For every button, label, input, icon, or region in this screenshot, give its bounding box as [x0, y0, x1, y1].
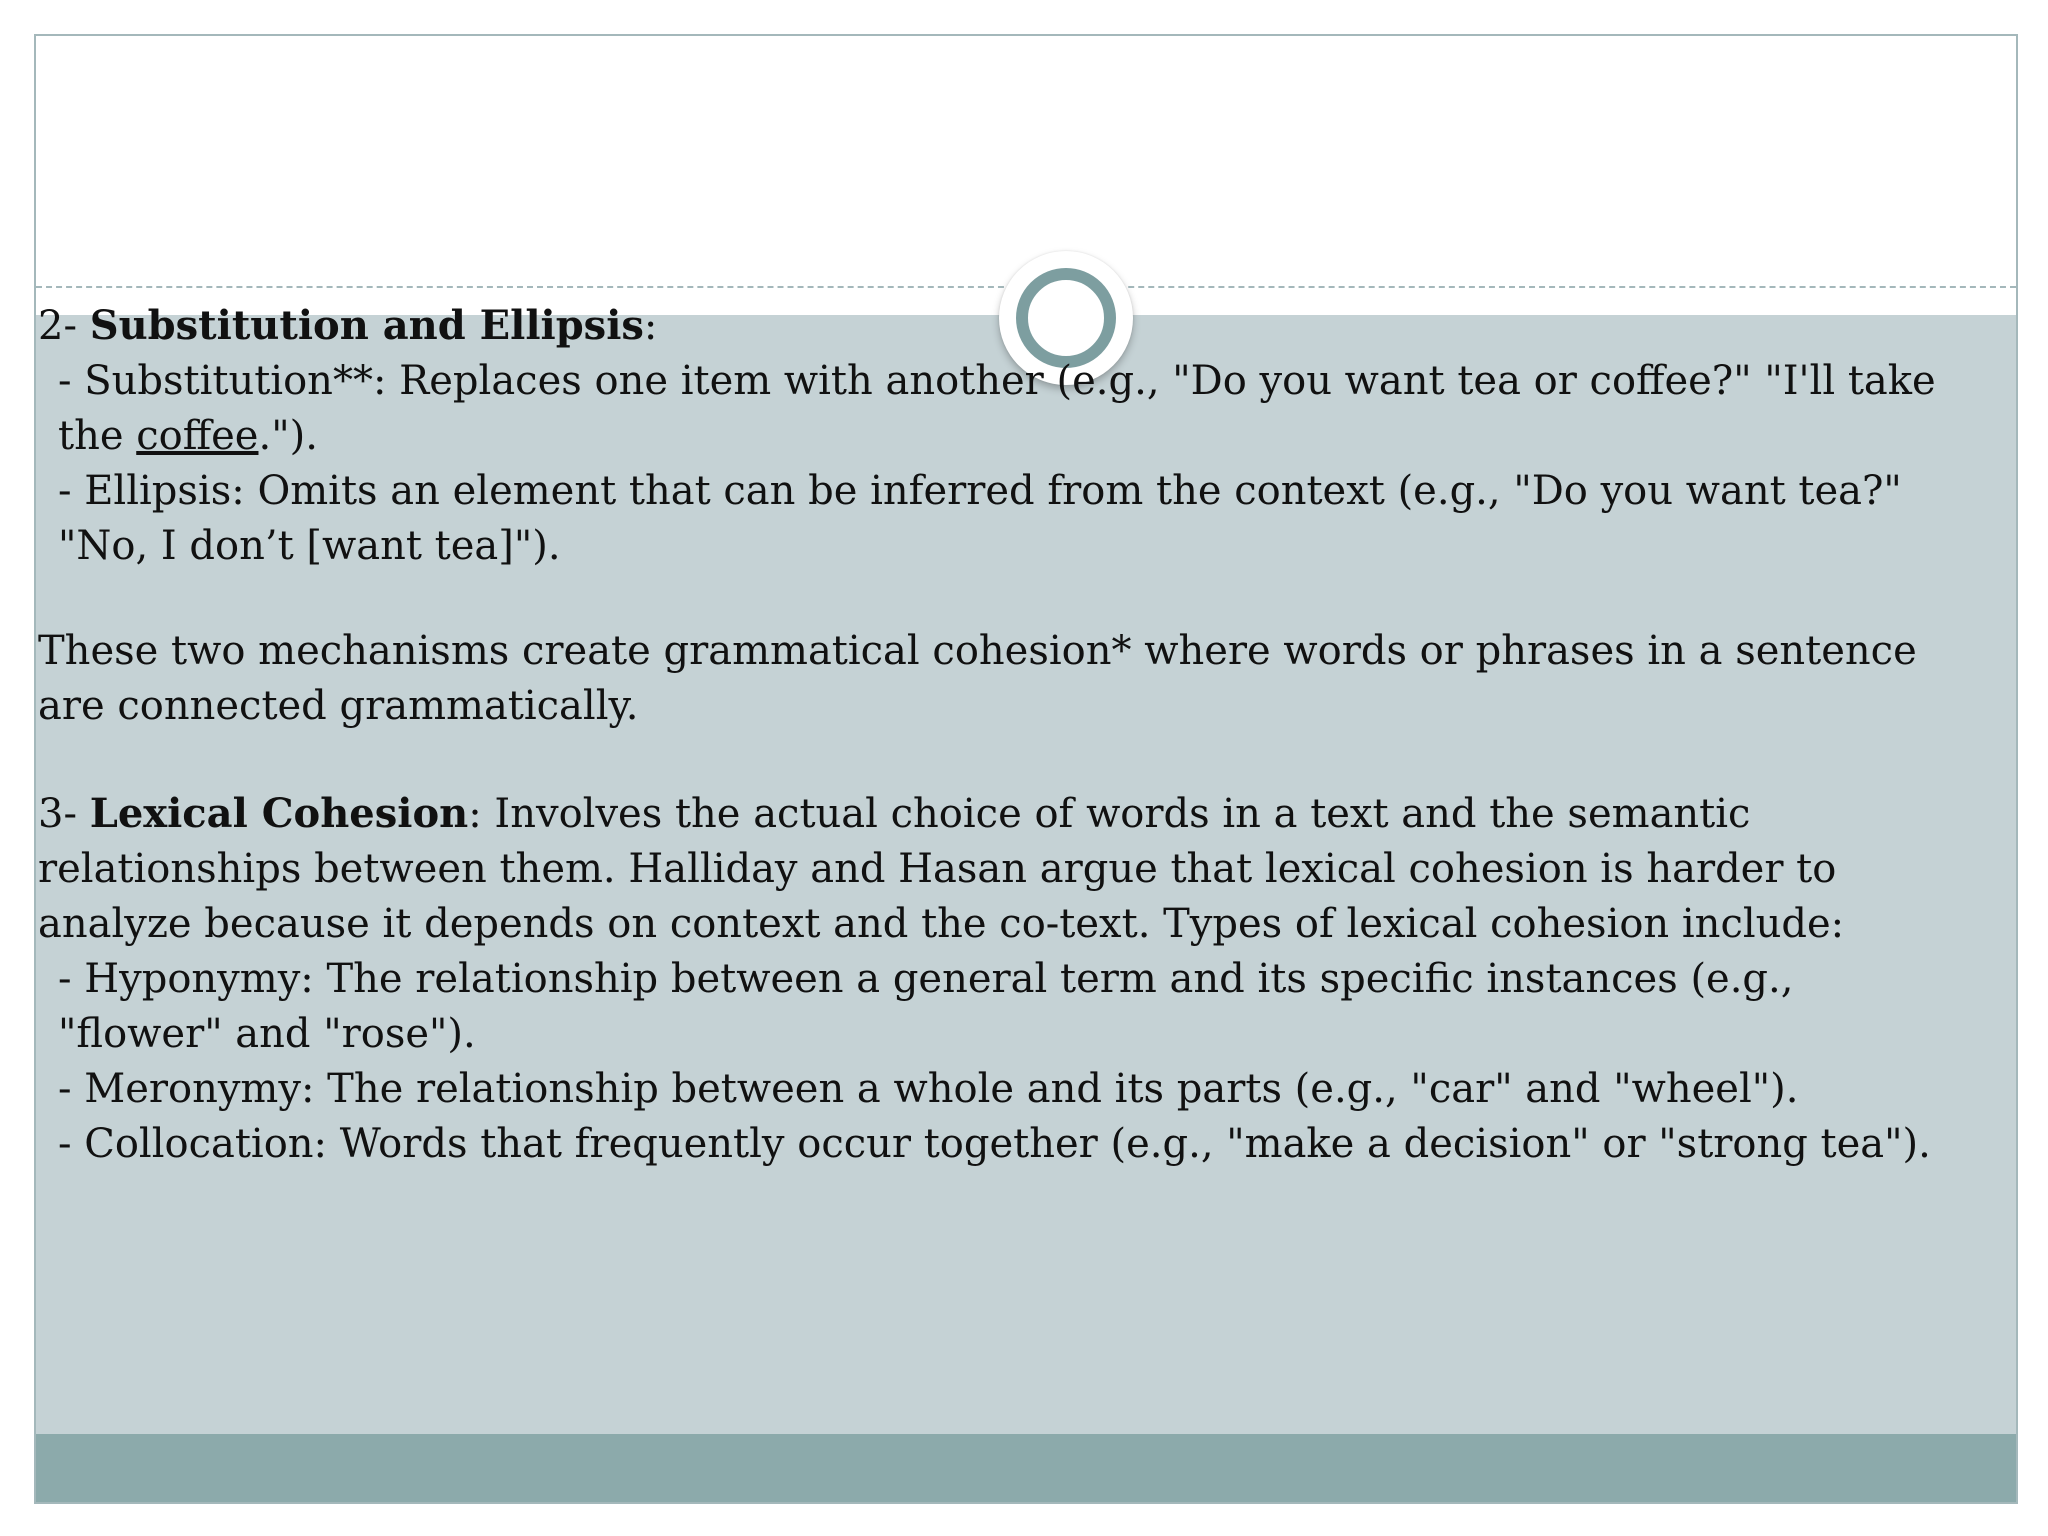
section3-title: Lexical Cohesion: [89, 790, 469, 837]
lexical-item-meronymy: - Meronymy: The relationship between a whole and its parts (e.g., "car" and "wheel").: [58, 1066, 1799, 1112]
slide-body: [38, 298, 1938, 1172]
spacer: [38, 734, 1938, 786]
section2-title: Substitution and Ellipsis: [89, 302, 644, 349]
section3-paragraph: [38, 786, 1938, 952]
summary-paragraph: These two mechanisms create grammatical cohesion* where words or phrases in a sentence are connected grammatically.: [38, 628, 1917, 729]
substitution-suffix: .").: [258, 413, 318, 459]
section2-colon: :: [643, 303, 658, 349]
footer-band: [36, 1434, 2016, 1504]
section2-number: 2-: [38, 303, 90, 349]
section2-heading: [38, 298, 1938, 354]
ellipsis-item: - Ellipsis: Omits an element that can be inferred from the context (e.g., "Do you want tea?" "No, I don’t [want tea]").: [58, 468, 1902, 569]
substitution-underlined-word: coffee: [136, 413, 259, 459]
section3-number: 3-: [38, 791, 90, 837]
substitution-item: [38, 354, 1938, 464]
substitution-text: - Substitution**: Replaces one item with another (e.g., "Do you want tea or coffee?" "I'll take the: [58, 358, 1936, 459]
lexical-item-hyponymy: - Hyponymy: The relationship between a general term and its specific instances (e.g., "flower" and "rose").: [58, 956, 1794, 1057]
lexical-item-collocation: - Collocation: Words that frequently occur together (e.g., "make a decision" or "strong tea").: [58, 1121, 1931, 1167]
spacer: [38, 574, 1938, 624]
section3-intro: : Involves the actual choice of words in a text and the semantic relationships between them. Halliday and Hasan argue that lexical cohesion is harder to analyze because it depends on context and the co-text. Types of lexical cohesion include:: [38, 791, 1845, 947]
